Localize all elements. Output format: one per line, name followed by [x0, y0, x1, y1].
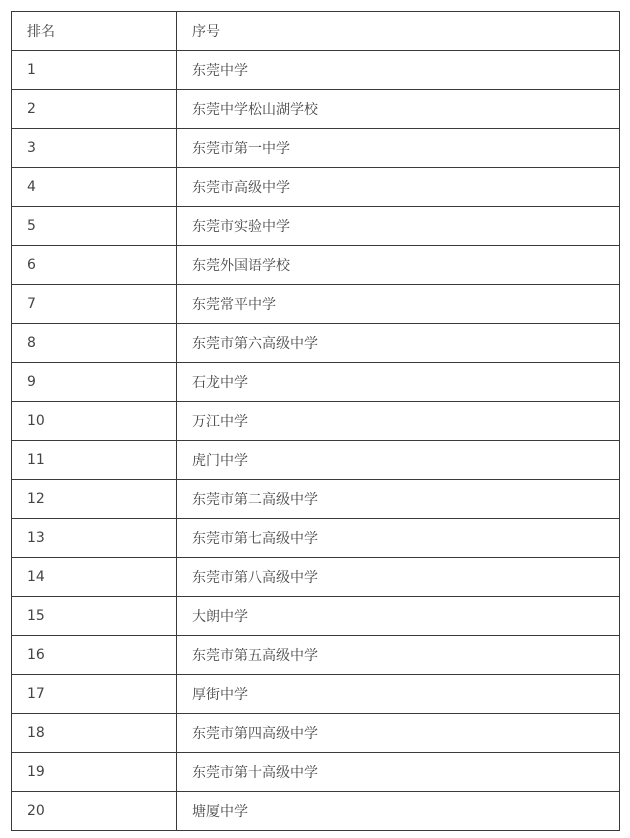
rank-cell: 15 — [12, 597, 177, 636]
table-row — [12, 285, 620, 324]
school-name-cell: 东莞市第一中学 — [177, 129, 620, 168]
school-name-cell: 东莞市高级中学 — [177, 168, 620, 207]
rank-cell: 3 — [12, 129, 177, 168]
rank-cell: 17 — [12, 675, 177, 714]
school-ranking-table — [11, 11, 620, 831]
table-row — [12, 597, 620, 636]
school-name-cell: 大朗中学 — [177, 597, 620, 636]
rank-cell: 19 — [12, 753, 177, 792]
table-row — [12, 636, 620, 675]
rank-cell: 1 — [12, 51, 177, 90]
school-name-cell: 东莞外国语学校 — [177, 246, 620, 285]
school-name-cell: 东莞市第七高级中学 — [177, 519, 620, 558]
rank-cell: 12 — [12, 480, 177, 519]
table-row — [12, 402, 620, 441]
table-row — [12, 168, 620, 207]
table-header-row — [12, 12, 620, 51]
rank-cell: 6 — [12, 246, 177, 285]
table-row — [12, 324, 620, 363]
school-name-cell: 虎门中学 — [177, 441, 620, 480]
rank-cell: 16 — [12, 636, 177, 675]
school-name-cell: 东莞中学松山湖学校 — [177, 90, 620, 129]
rank-cell: 10 — [12, 402, 177, 441]
table-row — [12, 753, 620, 792]
table-row — [12, 363, 620, 402]
rank-cell: 5 — [12, 207, 177, 246]
table-row — [12, 792, 620, 831]
school-name-cell: 东莞市第五高级中学 — [177, 636, 620, 675]
school-name-cell: 万江中学 — [177, 402, 620, 441]
table-row — [12, 480, 620, 519]
school-name-cell: 东莞市第八高级中学 — [177, 558, 620, 597]
rank-cell: 13 — [12, 519, 177, 558]
school-name-cell: 东莞市实验中学 — [177, 207, 620, 246]
table-row — [12, 51, 620, 90]
table-row — [12, 207, 620, 246]
table-row — [12, 246, 620, 285]
table-row — [12, 441, 620, 480]
rank-cell: 9 — [12, 363, 177, 402]
school-name-cell: 塘厦中学 — [177, 792, 620, 831]
table-row — [12, 519, 620, 558]
school-name-cell: 石龙中学 — [177, 363, 620, 402]
rank-cell: 20 — [12, 792, 177, 831]
school-name-cell: 东莞常平中学 — [177, 285, 620, 324]
school-name-cell: 东莞市第十高级中学 — [177, 753, 620, 792]
table-row — [12, 90, 620, 129]
school-name-cell: 厚街中学 — [177, 675, 620, 714]
rank-cell: 8 — [12, 324, 177, 363]
table-row — [12, 129, 620, 168]
rank-cell: 11 — [12, 441, 177, 480]
school-name-cell: 东莞中学 — [177, 51, 620, 90]
rank-cell: 2 — [12, 90, 177, 129]
school-name-cell: 东莞市第二高级中学 — [177, 480, 620, 519]
rank-cell: 14 — [12, 558, 177, 597]
rank-cell: 7 — [12, 285, 177, 324]
rank-cell: 18 — [12, 714, 177, 753]
table-row — [12, 714, 620, 753]
table-row — [12, 558, 620, 597]
header-name: 序号 — [177, 12, 620, 51]
school-name-cell: 东莞市第四高级中学 — [177, 714, 620, 753]
table-row — [12, 675, 620, 714]
school-name-cell: 东莞市第六高级中学 — [177, 324, 620, 363]
header-rank: 排名 — [12, 12, 177, 51]
rank-cell: 4 — [12, 168, 177, 207]
